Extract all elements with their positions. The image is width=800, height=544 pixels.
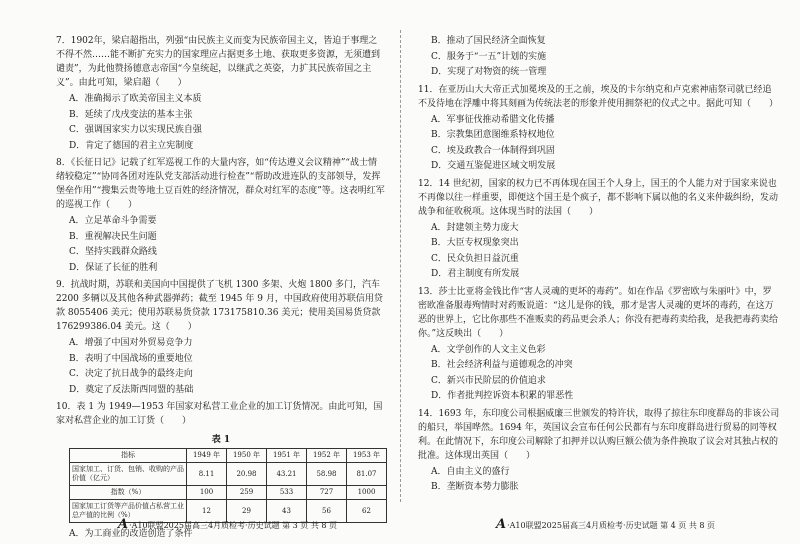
table-cell: 1000 xyxy=(347,486,387,500)
page-footer xyxy=(118,517,337,532)
option-c: C．民众负担日益沉重 xyxy=(431,253,519,264)
question-stem: 8．《长征日记》记载了红军巡视工作的大量内容，如“传达遵义会议精神”“战士情绪较稳定”“协同各团对连队党支部活动进行检查”“帮助改进连队的支部领导，发挥堡垒作用”“搜集云贵等地土豆百姓的经济情况，群众对红军的态度”等。这表明红军的巡视工作（ ） xyxy=(56,158,385,210)
option-d: D．肯定了德国的君主立宪制度 xyxy=(69,140,194,151)
option-a: A．准确揭示了欧美帝国主义本质 xyxy=(69,94,202,104)
option-b: B．重视解决民生问题 xyxy=(69,231,157,242)
option-d: D．实现了对物资的统一管理 xyxy=(431,67,547,77)
table-row xyxy=(70,486,387,500)
question-10-continued xyxy=(418,34,780,81)
question-stem: 7．1902年，梁启超指出，列强“由民族主义而变为民族帝国主义，皆迫于事理之不得不然……能不断扩充实力的国家理应占据更多土地、获取更多资源，无须遭到谴责”，为此他赞扬德意志帝国“今皇统起，以继武之英姿，力扩其民族帝国之主义”。由此可知，梁启超（ ） xyxy=(56,36,381,88)
option-a: A．增强了中国对外贸易竞争力 xyxy=(69,338,193,348)
question-11 xyxy=(418,83,780,175)
page-footer xyxy=(496,517,715,532)
question-8 xyxy=(56,156,386,276)
option-a: A．军事征伐推动希腊文化传播 xyxy=(431,114,555,125)
question-12 xyxy=(418,177,780,283)
table-header-cell: 1951 年 xyxy=(267,449,307,463)
table-cell: 43.21 xyxy=(267,463,307,486)
question-stem: 12．14 世纪初，国家的权力已不再体现在国王个人身上，国王的个人能力对于国家来说也不再像以往一样重要，即便这个国王是个疯子，都不影响下属以他的名义来仲裁纠纷，发动战争和征收税项。这体现当时的法国（ ） xyxy=(418,178,779,217)
option-d: D．保证了长征的胜利 xyxy=(69,262,158,273)
table-header-cell: 1952 年 xyxy=(307,449,347,463)
footer-text: ·A10联盟2025届高三4月质检考·历史试题 第 3 页 共 8 页 xyxy=(129,521,338,530)
option-b: B．大臣专权现象突出 xyxy=(431,238,519,248)
option-d: D．君主制度有所发展 xyxy=(431,269,520,279)
option-b: B．表明了中国战场的重要地位 xyxy=(69,353,193,364)
question-stem: 14．1693 年，东印度公司根据威廉三世颁发的特许状，取得了掠往东印度群岛的非该公司的船只，举国哗然。1694 年，英国议会宣布任何公民都有与东印度群岛进行贸易的同等权利。在此情况下，东印度公司解除了扣押并以认购巨额公债为条件换取了议会对其独占权的批准。这体现出英国（ ） xyxy=(418,408,780,461)
brand-logo: A xyxy=(118,517,128,532)
option-a: A．立足革命斗争需要 xyxy=(69,216,157,226)
option-a: A．封建领主势力庞大 xyxy=(431,222,519,233)
question-stem: 11．在亚历山大大帝正式加冕埃及的王之前，埃及的卡尔纳克和卢克索神庙祭司就已经追不及待地在浮雕中将其刻画为传统法老的形象并使用拥祭祀的仪式之中。据此可知（ ） xyxy=(418,84,779,109)
table-cell: 20.98 xyxy=(227,463,267,486)
table-cell: 100 xyxy=(187,486,227,500)
table-header-cell: 指标 xyxy=(70,449,187,463)
option-b: B．延续了戊戌变法的基本主张 xyxy=(69,109,193,120)
option-b: B．推动了国民经济全面恢复 xyxy=(431,36,546,46)
table-cell: 259 xyxy=(227,486,267,500)
table-header-cell: 1953 年 xyxy=(347,449,387,463)
option-a: A．为工商业的改造创造了条件 xyxy=(69,529,193,539)
option-d: D．奠定了反法斯西同盟的基础 xyxy=(69,384,194,395)
table-cell: 29 xyxy=(227,500,267,523)
question-14 xyxy=(418,407,780,496)
footer-text: ·A10联盟2025届高三4月质检考·历史试题 第 4 页 共 8 页 xyxy=(507,521,716,530)
table-cell: 8.11 xyxy=(187,463,227,486)
table-cell: 国家加工订货等产品价值占私营工业总产值的比例（%） xyxy=(70,500,187,523)
table-cell: 43 xyxy=(267,500,307,523)
option-c: C．强调国家实力以实现民族自强 xyxy=(69,125,202,135)
option-b: B．宗教集团意图维系特权地位 xyxy=(431,130,555,140)
table-row xyxy=(70,463,387,486)
table-header-row xyxy=(70,449,387,463)
option-c: C．决定了抗日战争的最终走向 xyxy=(69,369,193,379)
question-stem: 13．莎士比亚将金钱比作“害人灵魂的更坏的毒药”。如在作品《罗密欧与朱丽叶》中，罗密欧准备服毒殉情时对药贩说道：“这儿是你的钱，那才是害人灵魂的更坏的毒药，在这万恶的世界上，它比你那些不准贩卖的药品更会杀人；你没有把毒药卖给我，是我把毒药卖给你。”这反映出（ ） xyxy=(418,286,779,339)
table-cell: 56 xyxy=(307,500,347,523)
question-13 xyxy=(418,285,780,405)
option-b: B．社会经济利益与道德观念的冲突 xyxy=(431,360,573,370)
option-a: A．自由主义的盛行 xyxy=(431,466,510,477)
table-cell: 81.07 xyxy=(347,463,387,486)
table-cell: 62 xyxy=(347,500,387,523)
option-c: C．坚持实践群众路线 xyxy=(69,247,157,257)
table-cell: 58.98 xyxy=(307,463,347,486)
table-header-cell: 1949 年 xyxy=(187,449,227,463)
option-d: D．交通互鉴促进区域文明发展 xyxy=(431,161,556,171)
option-b: B．垄断资本势力膨胀 xyxy=(431,482,519,492)
table-header-cell: 1950 年 xyxy=(227,449,267,463)
question-stem: 10．表 1 为 1949—1953 年国家对私营工业企业的加工订货情况。由此可知，国家对私营企业的加工订货（ ） xyxy=(56,402,383,426)
option-c: C．新兴市民阶层的价值追求 xyxy=(431,375,546,386)
table-cell: 12 xyxy=(187,500,227,523)
option-c: C．埃及政教合一体制得到巩固 xyxy=(431,145,555,156)
question-7 xyxy=(56,34,386,154)
table-cell: 国家加工、订货、包销、收购的产品价值（亿元） xyxy=(70,463,187,486)
question-stem: 9．抗战时期，苏联和美国向中国提供了飞机 1300 多架、火炮 1800 多门，汽车 2200 多辆以及其他各种武器弹药；截至 1945 年 9 月，中国政府使用苏联信用贷款 8055406 美元；使用苏联易货贷款 173175810.36 美元；使用美国易货贷款 176299386.04 美元。这（ ） xyxy=(56,280,383,332)
table-title: 表 1 xyxy=(211,435,231,445)
option-d: D．作者批判控诉资本积累的罪恶性 xyxy=(431,391,574,401)
table-cell: 727 xyxy=(307,486,347,500)
data-table xyxy=(69,448,387,523)
brand-logo: A xyxy=(496,517,506,532)
option-a: A．文学创作的人文主义色彩 xyxy=(431,344,546,355)
table-cell: 533 xyxy=(267,486,307,500)
option-c: C．服务于“一五”计划的实施 xyxy=(431,51,547,62)
question-9 xyxy=(56,278,386,398)
right-page xyxy=(400,0,800,544)
table-cell: 指数（%） xyxy=(70,486,187,500)
